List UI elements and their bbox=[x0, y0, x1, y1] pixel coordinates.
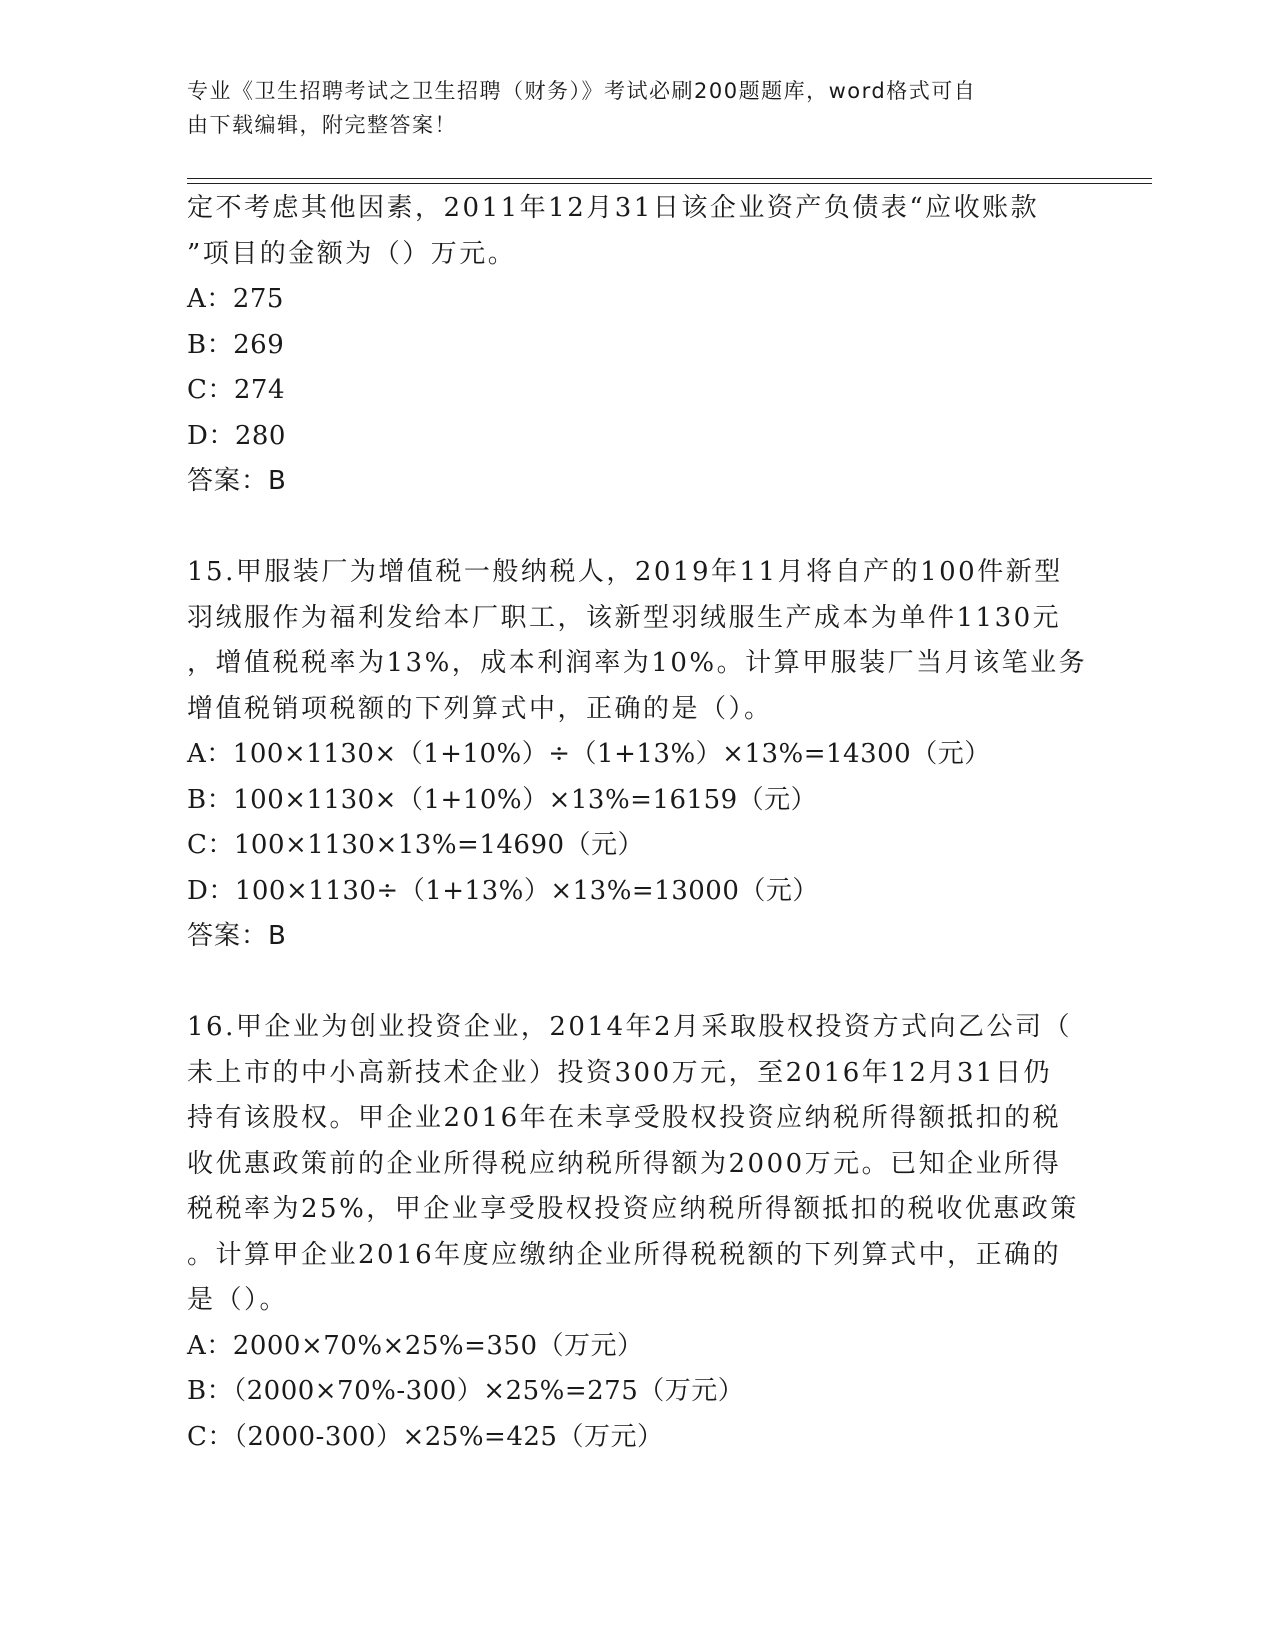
option-c: C：（2000-300）×25%=425（万元） bbox=[187, 1421, 664, 1452]
spacer bbox=[187, 960, 1087, 1006]
option-b: B：（2000×70%-300）×25%=275（万元） bbox=[187, 1376, 745, 1406]
question-text-line: ，增值税税率为13%，成本利润率为10%。计算甲服装厂当月该笔业务 bbox=[187, 648, 1088, 678]
answer-line: 答案：B bbox=[187, 921, 287, 951]
option-b: B：269 bbox=[187, 329, 285, 360]
question-14 bbox=[187, 186, 1087, 505]
answer-line: 答案：B bbox=[187, 466, 287, 496]
question-text-line: 羽绒服作为福利发给本厂职工，该新型羽绒服生产成本为单件1130元 bbox=[187, 602, 1062, 633]
option-c: C：274 bbox=[187, 375, 286, 405]
header-rule-top bbox=[187, 178, 1152, 179]
document-body bbox=[187, 186, 1087, 1460]
question-text-line: ”项目的金额为（）万元。 bbox=[187, 238, 517, 269]
question-text-line: 16.甲企业为创业投资企业，2014年2月采取股权投资方式向乙公司（ bbox=[187, 1012, 1073, 1042]
question-text-line: 增值税销项税额的下列算式中，正确的是（）。 bbox=[187, 693, 773, 724]
option-a: A：275 bbox=[187, 284, 284, 314]
question-text-line: 是（）。 bbox=[187, 1285, 289, 1315]
option-b: B：100×1130×（1+10%）×13%=16159（元） bbox=[187, 784, 818, 815]
question-text-line: 。计算甲企业2016年度应缴纳企业所得税税额的下列算式中，正确的 bbox=[187, 1239, 1062, 1270]
option-a: A：100×1130×（1+10%）÷（1+13%）×13%=14300（元） bbox=[187, 739, 991, 769]
question-15 bbox=[187, 550, 1087, 960]
question-text-line: 收优惠政策前的企业所得税应纳税所得额为2000万元。已知企业所得 bbox=[187, 1148, 1062, 1179]
option-c: C：100×1130×13%=14690（元） bbox=[187, 830, 645, 860]
question-text-line: 持有该股权。甲企业2016年在未享受股权投资应纳税所得额抵扣的税 bbox=[187, 1103, 1062, 1133]
option-a: A：2000×70%×25%=350（万元） bbox=[187, 1330, 644, 1361]
question-text-line: 未上市的中小高新技术企业）投资300万元，至2016年12月31日仍 bbox=[187, 1057, 1052, 1088]
header-rule-bottom bbox=[187, 183, 1152, 184]
spacer bbox=[187, 505, 1087, 551]
header-line-1: 专业《卫生招聘考试之卫生招聘（财务）》考试必刷200题题库，word格式可自 bbox=[187, 79, 977, 103]
option-d: D：280 bbox=[187, 420, 286, 451]
question-text-line: 定不考虑其他因素，2011年12月31日该企业资产负债表“应收账款 bbox=[187, 193, 1040, 223]
header-line-2: 由下载编辑，附完整答案！ bbox=[187, 113, 457, 137]
question-16 bbox=[187, 1005, 1087, 1460]
document-header bbox=[187, 74, 1067, 142]
option-d: D：100×1130÷（1+13%）×13%=13000（元） bbox=[187, 875, 819, 906]
question-text-line: 税税率为25%，甲企业享受股权投资应纳税所得额抵扣的税收优惠政策 bbox=[187, 1194, 1079, 1224]
question-text-line: 15.甲服装厂为增值税一般纳税人，2019年11月将自产的100件新型 bbox=[187, 557, 1063, 587]
